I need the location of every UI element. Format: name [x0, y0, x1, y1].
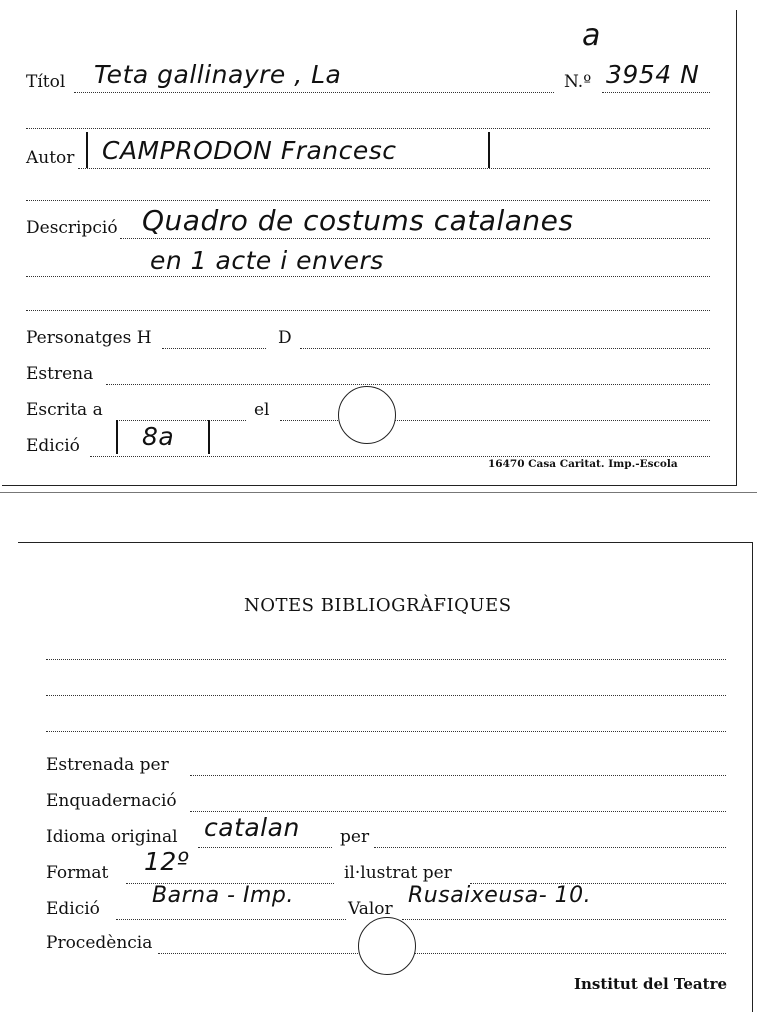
- estrenada-label: Estrenada per: [46, 755, 169, 775]
- per-label: per: [340, 827, 370, 847]
- illustrat-label: il·lustrat per: [344, 863, 452, 883]
- d-label: D: [278, 328, 292, 348]
- number-line: [602, 92, 710, 93]
- idioma-label: Idioma original: [46, 827, 178, 847]
- estrena-line: [106, 384, 710, 385]
- idioma-line: [198, 847, 332, 848]
- descripcio-label: Descripció: [26, 218, 118, 238]
- escrita-label: Escrita a: [26, 400, 103, 420]
- rule-line: [26, 200, 710, 201]
- edicio-label: Edició: [26, 436, 80, 456]
- punch-hole: [358, 917, 416, 975]
- valor-value: Rusaixeusa- 10.: [408, 883, 592, 908]
- number-label: N.º: [564, 72, 592, 92]
- rule-line: [26, 310, 710, 311]
- idioma-value: catalan: [204, 813, 300, 842]
- procedencia-line: [158, 953, 726, 954]
- enquadernacio-label: Enquadernació: [46, 791, 177, 811]
- cut-line: [0, 492, 757, 493]
- estrena-label: Estrena: [26, 364, 94, 384]
- index-mark: a: [582, 18, 601, 53]
- procedencia-label: Procedència: [46, 933, 153, 953]
- rule-line: [46, 659, 726, 660]
- edicio-back-label: Edició: [46, 899, 100, 919]
- catalog-card-back: [18, 542, 753, 1012]
- enquadernacio-line: [190, 811, 726, 812]
- autor-value: CAMPRODON Francesc: [102, 136, 397, 165]
- notes-heading: NOTES BIBLIOGRÀFIQUES: [244, 595, 512, 616]
- titol-label: Títol: [26, 72, 66, 92]
- edicio-back-value: Barna - Imp.: [152, 883, 294, 908]
- titol-value: Teta gallinayre , La: [94, 60, 342, 89]
- valor-label: Valor: [348, 899, 393, 919]
- per-line: [374, 847, 726, 848]
- rule-line: [26, 128, 710, 129]
- el-label: el: [254, 400, 270, 420]
- descripcio-line: [120, 238, 710, 239]
- edicio-value: 8a: [142, 422, 175, 451]
- titol-line: [74, 92, 554, 93]
- catalog-card-front: [2, 10, 737, 486]
- punch-hole: [338, 386, 396, 444]
- institution-label: Institut del Teatre: [574, 975, 728, 993]
- descripcio-line2: en 1 acte i envers: [150, 246, 384, 275]
- format-label: Format: [46, 863, 109, 883]
- edicio-line: [90, 456, 710, 457]
- rule-line: [46, 695, 726, 696]
- personatges-h-line: [162, 348, 266, 349]
- printer-imprint: 16470 Casa Caritat. Imp.-Escola: [488, 458, 678, 470]
- personatges-d-line: [300, 348, 710, 349]
- autor-label: Autor: [26, 148, 75, 168]
- rule-line: [26, 276, 710, 277]
- number-value: 3954 N: [606, 60, 700, 89]
- edicio-back-line: [116, 919, 346, 920]
- valor-line: [402, 919, 726, 920]
- estrenada-line: [190, 775, 726, 776]
- personatges-label: Personatges H: [26, 328, 152, 348]
- autor-line: [78, 168, 710, 169]
- format-value: 12º: [144, 847, 190, 876]
- descripcio-line1: Quadro de costums catalanes: [142, 204, 574, 237]
- rule-line: [46, 731, 726, 732]
